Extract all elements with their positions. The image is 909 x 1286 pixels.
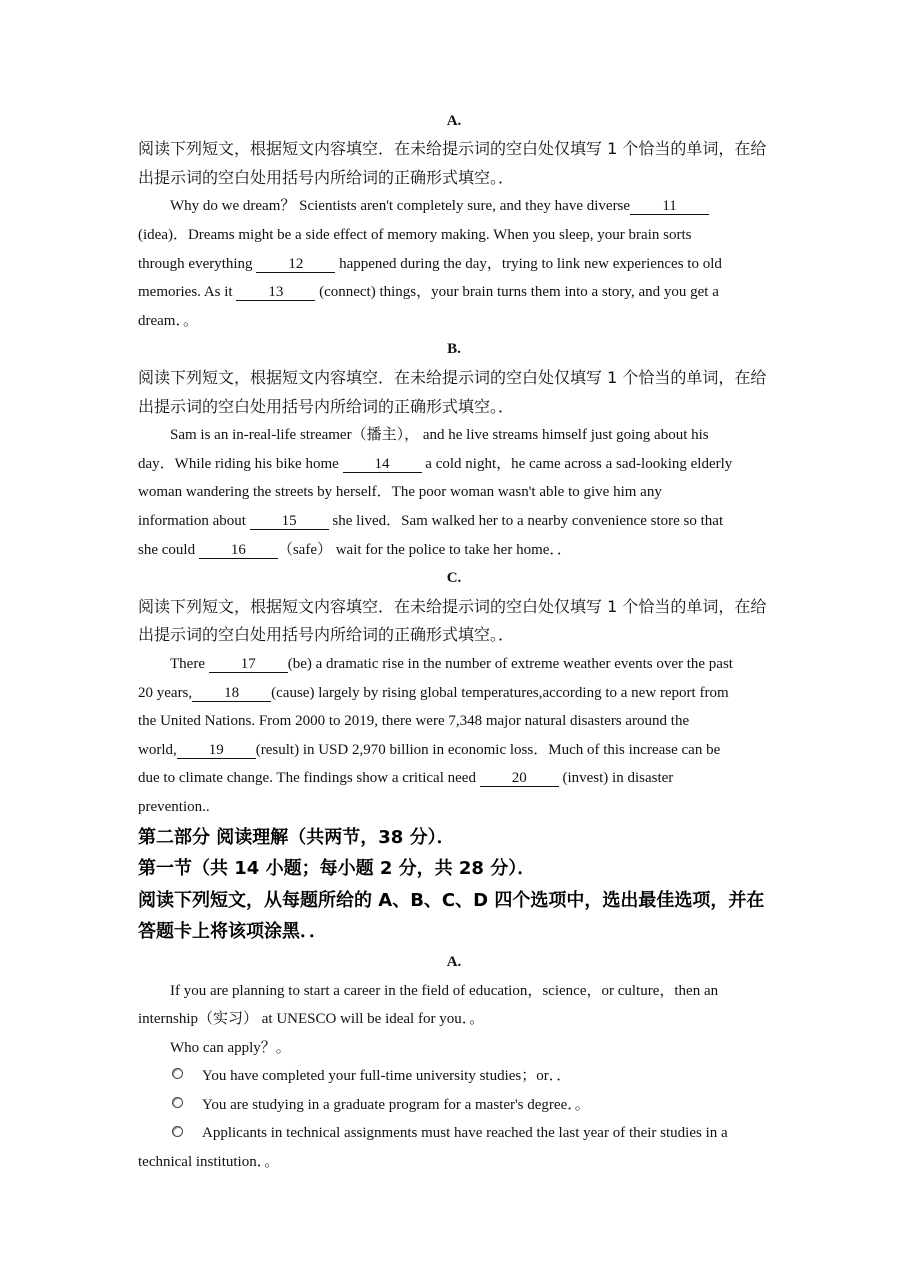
part-title-line: [138, 885, 770, 917]
section-heading: [138, 335, 770, 364]
instruction-line: [138, 135, 770, 164]
passage-line: [138, 650, 770, 679]
instruction-line: [138, 164, 770, 193]
line-text: a cold night，he came across a sad-looking elderly: [421, 455, 733, 472]
line-text: the United Nations. From 2000 to 2019, there were 7,348 major natural disasters around the: [138, 713, 690, 730]
part-title-line: [138, 853, 770, 885]
option-item: [138, 1119, 770, 1148]
line-text: she could: [138, 541, 199, 558]
line-text: 出提示词的空白处用括号内所给词的正确形式填空。．: [138, 625, 515, 645]
line-text: If you are planning to start a career in the field of education，science，or culture，then an: [170, 982, 719, 999]
passage-line: [138, 764, 770, 793]
line-text: world,: [138, 741, 177, 758]
line-text: Sam is an in-real-life streamer（播主）， and he live streams himself just going about his: [170, 427, 709, 444]
passage-line: [138, 1034, 770, 1063]
answer-blank: 11: [630, 198, 709, 215]
line-text: (cause) largely by rising global temperatures,according to a new report from: [271, 684, 729, 701]
line-text: 阅读下列短文，根据短文内容填空．在未给提示词的空白处仅填写 1 个恰当的单词，在给: [138, 596, 767, 616]
instruction-line: [138, 364, 770, 393]
instruction-line: [138, 393, 770, 422]
passage-line: [138, 1148, 770, 1177]
line-text: 阅读下列短文，根据短文内容填空．在未给提示词的空白处仅填写 1 个恰当的单词，在给: [138, 139, 767, 159]
line-text: prevention..: [138, 798, 210, 815]
passage-line: [138, 977, 770, 1006]
passage-line: [138, 278, 770, 307]
line-text: due to climate change. The findings show a critical need: [138, 770, 480, 787]
line-text: A.: [446, 953, 462, 970]
line-text: （safe） wait for the police to take her home．．: [277, 541, 572, 558]
answer-blank: 14: [343, 456, 422, 473]
radio-icon: [172, 1097, 183, 1108]
line-text: Applicants in technical assignments must have reached the last year of their studies in a: [202, 1125, 728, 1142]
line-text: 出提示词的空白处用括号内所给词的正确形式填空。．: [138, 396, 515, 416]
line-text: 阅读下列短文，从每题所给的 A、B、C、D 四个选项中，选出最佳选项，并在: [138, 889, 765, 911]
line-text: (invest) in disaster: [558, 770, 674, 787]
passage-line: [138, 679, 770, 708]
line-text: memories. As it: [138, 284, 237, 301]
passage-line: [138, 536, 770, 565]
line-text: internship（实习） at UNESCO will be ideal for you．。: [138, 1011, 485, 1028]
section-heading: [138, 948, 770, 977]
line-text: 答题卡上将该项涂黑．．: [138, 921, 327, 943]
answer-blank: 19: [177, 742, 256, 759]
line-text: A.: [446, 112, 462, 129]
answer-blank: 16: [199, 542, 278, 559]
radio-icon: [172, 1068, 183, 1079]
radio-icon: [172, 1126, 183, 1137]
passage-line: [138, 793, 770, 822]
passage-line: [138, 307, 770, 336]
line-text: There: [170, 655, 209, 672]
line-text: 出提示词的空白处用括号内所给词的正确形式填空。．: [138, 167, 515, 187]
line-text: You are studying in a graduate program for a master's degree．。: [202, 1096, 590, 1113]
option-item: [138, 1091, 770, 1120]
passage-line: [138, 507, 770, 536]
passage-line: [138, 736, 770, 765]
option-item: [138, 1062, 770, 1091]
passage-line: [138, 250, 770, 279]
line-text: You have completed your full-time university studies；or．．: [202, 1068, 572, 1085]
line-text: 第二部分 阅读理解（共两节，38 分）．: [138, 826, 455, 848]
passage-line: [138, 450, 770, 479]
section-heading: [138, 107, 770, 136]
passage-line: [138, 221, 770, 250]
line-text: Why do we dream？ Scientists aren't completely sure, and they have diverse: [170, 198, 631, 215]
line-text: (result) in USD 2,970 billion in economic loss．Much of this increase can be: [255, 741, 721, 758]
answer-blank: 17: [209, 656, 288, 673]
answer-blank: 18: [192, 685, 271, 702]
section-heading: [138, 564, 770, 593]
answer-blank: 13: [236, 284, 315, 301]
line-text: (be) a dramatic rise in the number of extreme weather events over the past: [287, 655, 733, 672]
document-body: [138, 107, 770, 1177]
line-text: 阅读下列短文，根据短文内容填空．在未给提示词的空白处仅填写 1 个恰当的单词，在给: [138, 368, 767, 388]
line-text: technical institution．。: [138, 1154, 280, 1171]
line-text: (idea)．Dreams might be a side effect of memory making. When you sleep, your brain sorts: [138, 227, 692, 244]
line-text: dream．。: [138, 312, 198, 329]
line-text: B.: [447, 341, 461, 358]
passage-line: [138, 707, 770, 736]
instruction-line: [138, 593, 770, 622]
line-text: woman wandering the streets by herself．The poor woman wasn't able to give him any: [138, 484, 662, 501]
line-text: Who can apply？。: [170, 1039, 291, 1056]
answer-blank: 15: [250, 513, 329, 530]
line-text: (connect) things，your brain turns them into a story, and you get a: [315, 284, 719, 301]
passage-line: [138, 1005, 770, 1034]
part-title-line: [138, 916, 770, 948]
part-title-line: [138, 822, 770, 854]
answer-blank: 20: [480, 770, 559, 787]
line-text: day．While riding his bike home: [138, 455, 343, 472]
line-text: 第一节（共 14 小题；每小题 2 分，共 28 分）．: [138, 858, 536, 880]
instruction-line: [138, 621, 770, 650]
line-text: C.: [446, 570, 462, 587]
line-text: she lived．Sam walked her to a nearby convenience store so that: [328, 513, 724, 529]
line-text: information about: [138, 513, 250, 529]
line-text: 20 years,: [138, 684, 193, 701]
passage-line: [138, 421, 770, 450]
passage-line: [138, 478, 770, 507]
passage-line: [138, 192, 770, 221]
answer-blank: 12: [256, 256, 335, 273]
line-text: happened during the day，trying to link new experiences to old: [335, 255, 722, 272]
line-text: through everything: [138, 255, 257, 272]
